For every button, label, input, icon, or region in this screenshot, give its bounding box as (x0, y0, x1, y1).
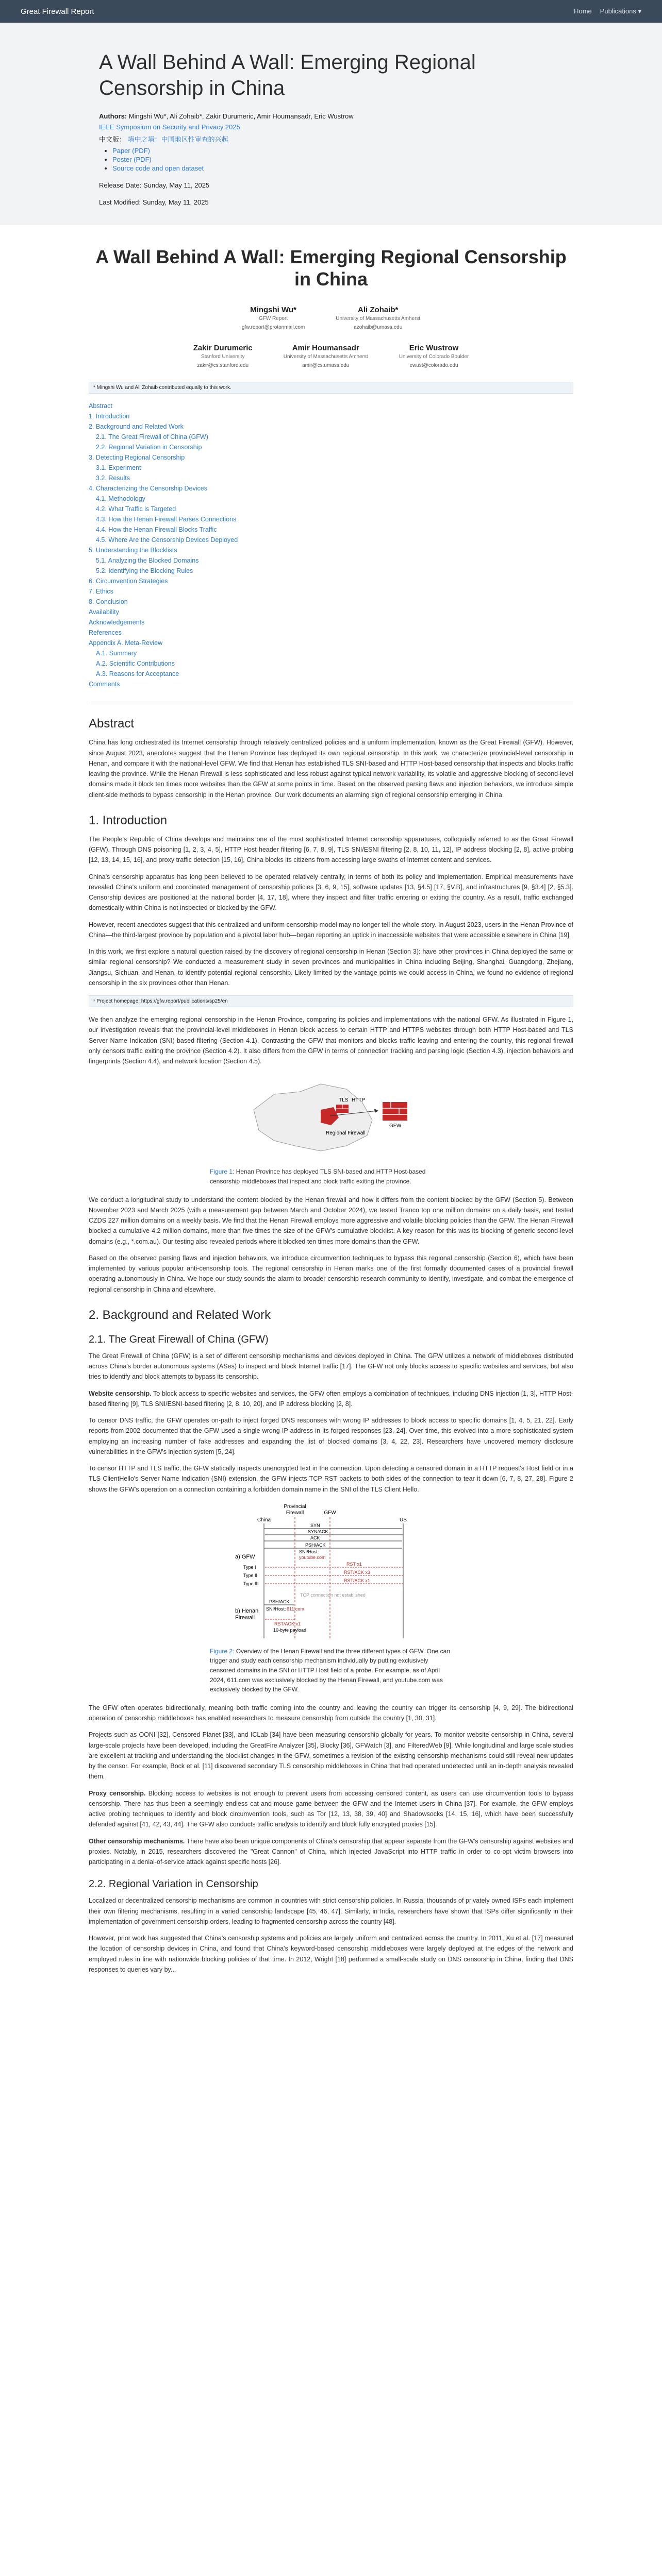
caption-text: Henan Province has deployed TLS SNI-based and HTTP Host-based censorship middleboxes that inspect and block traffic exiting the province. (210, 1168, 426, 1185)
paragraph: However, recent anecdotes suggest that this centralized and uniform censorship model may no longer tell the whole story. In August 2023, users in the Henan Province of China—the third-largest province by population and a pivotal labor hub—began reporting an uptick in inaccessible websites that were accessible elsewhere in China [19]. (89, 921, 573, 939)
toc-entry[interactable]: 3.2. Results (96, 474, 130, 482)
rstack-x1-label: RST/ACK x1 (344, 1578, 371, 1583)
last-modified: Last Modified: Sunday, May 11, 2025 (99, 198, 209, 206)
author-card (193, 344, 253, 368)
author-row-1 (89, 306, 573, 330)
henan-firewall-map (243, 1074, 419, 1161)
author-email: zakir@cs.stanford.edu (197, 363, 249, 369)
us-label: US (400, 1517, 407, 1523)
article-header (0, 23, 662, 225)
figure-2 (89, 1502, 573, 1694)
type-1-label: Type I (243, 1564, 256, 1570)
toc-entry[interactable]: 3. Detecting Regional Censorship (89, 454, 185, 462)
author-name: Ali Zohaib* (358, 306, 399, 315)
rstack-x3-label: RST/ACK x3 (344, 1569, 371, 1575)
paragraph: We conduct a longitudinal study to understand the content blocked by the Henan firewall and how it differs from the content blocked by the GFW (Section 5). Between November 2023 and March 2025 (with a measurement gap between March and October 2024), we tested Tranco top one million domains on a daily basis, and tested CZDS 227 million domains on a weekly basis. We find that the Henan Firewall employs more aggressive and volatile blocking policies than the GFW. The Henan Firewall blocked a cumulative 4.2 million domains, more than five times the size of the GFW's cumulative blocklist. A key reason for this was its blocking of generic second-level domains (e.g., *.com.au). Our testing also revealed periods where it blocked ten times more domains than the GFW. (89, 1196, 573, 1245)
paragraph: Based on the observed parsing flaws and injection behaviors, we introduce circumvention techniques to bypass this regional censorship (Section 6), which have been implemented by various popular anti-censorship tools. The regional censorship in Henan marks one of the first formally documented cases of a provincial firewall operating autonomously in China. We hope our study sounds the alarm to broader censorship research community to identify, investigate, and combat the emergence of regional censorship in China and elsewhere. (89, 1254, 573, 1293)
equal-contribution-note: * Mingshi Wu and Ali Zohaib contributed equally to this work. (89, 382, 573, 394)
b-henan-label: b) Henan (235, 1607, 259, 1614)
gfw-label: GFW (389, 1123, 402, 1129)
toc-entry[interactable]: 1. Introduction (89, 413, 130, 420)
paper-title: A Wall Behind A Wall: Emerging Regional Censorship in China (95, 246, 567, 290)
author-email: gfw.report@protonmail.com (241, 325, 305, 331)
regional-variation-subheading: 2.2. Regional Variation in Censorship (89, 1878, 258, 1890)
nav-links (574, 7, 641, 15)
author-email: amir@cs.umass.edu (302, 363, 350, 369)
b-firewall-label: Firewall (235, 1614, 255, 1621)
toc-entry[interactable]: Abstract (89, 402, 112, 410)
henan-rstack-label: RST/ACK x1 (274, 1621, 301, 1626)
toc-entry[interactable]: 3.1. Experiment (96, 464, 141, 472)
nav-publications-dropdown[interactable]: Publications ▾ (600, 7, 641, 15)
author-email: azohaib@umass.edu (354, 325, 403, 331)
author-affiliation: University of Colorado Boulder (399, 354, 469, 360)
figure-label: Figure 1: (210, 1168, 235, 1176)
venue-link[interactable]: IEEE Symposium on Security and Privacy 2025 (99, 123, 240, 131)
gfw-column-label: GFW (324, 1510, 336, 1516)
paragraph-text: To block access to specific websites and services, the GFW often employs a combination of techniques, including DNS injection [1, 3], HTTP Host-based filtering [9], TLS SNI/ESNI-based filtering [2, 8, 10, 20], and IP address blocking [2, 8]. (89, 1389, 573, 1408)
author-card (399, 344, 469, 368)
figure-2-caption (210, 1647, 452, 1694)
toc-entry[interactable]: 4.3. How the Henan Firewall Parses Connections (96, 516, 237, 523)
paragraph: Projects such as OONI [32], Censored Planet [33], and ICLab [34] have been measuring censorship globally for years. To monitor website censorship in China, several large-scale projects have been developed, including the GreatFire Analyzer [35], Blocky [36], GFWatch [3], and FilteredWeb [9]. While longitudinal and large scale studies are excellent at tracking and understanding the blocklist changes in the GFW, sometimes a revision of the existing censorship mechanisms could still reveal new updates by the censor. For example, Bock et al. [11] discovered secondary TLS censorship middleboxes in China that had operated undetected until an in-depth analysis revealed them. (89, 1731, 573, 1781)
toc-entry[interactable]: Appendix A. Meta-Review (89, 639, 163, 647)
regional-firewall-label: Regional Firewall (326, 1130, 366, 1137)
project-homepage-footnote: ¹ Project homepage: https://gfw.report/publications/sp25/en (89, 995, 573, 1007)
author-card (336, 306, 420, 330)
type-3-label: Type III (243, 1581, 259, 1586)
toc-entry[interactable]: 4.1. Methodology (96, 495, 145, 503)
site-brand-link[interactable]: Great Firewall Report (21, 7, 94, 16)
paper-body (89, 225, 573, 1975)
toc-entry[interactable]: 7. Ethics (89, 588, 113, 596)
paper-pdf-link[interactable]: Paper (PDF) (112, 147, 150, 155)
table-of-contents (89, 401, 573, 689)
toc-entry[interactable]: Comments (89, 681, 120, 688)
author-email: ewust@colorado.edu (409, 363, 458, 369)
toc-entry[interactable]: 5. Understanding the Blocklists (89, 547, 177, 554)
paragraph (89, 1388, 573, 1410)
author-affiliation: GFW Report (258, 316, 288, 322)
authors-text: Mingshi Wu*, Ali Zohaib*, Zakir Durumeric, Amir Houmansadr, Eric Wustrow (128, 112, 354, 120)
censorship-sequence-diagram (233, 1502, 429, 1641)
author-affiliation: University of Massachusetts Amherst (336, 316, 421, 322)
toc-entry[interactable]: 6. Circumvention Strategies (89, 578, 168, 585)
toc-entry[interactable]: A.1. Summary (96, 650, 137, 657)
figure-1 (89, 1074, 573, 1186)
abstract-text: China has long orchestrated its Internet censorship through relatively centralized policies and a uniform implementation, known as the Great Firewall (GFW). However, since August 2023, anecdotes suggest that the Henan Province has deployed its own regional censorship. In this work, we characterize provincial-level censorship in Henan, and compare it with the national-level GFW. We find that Henan has established TLS SNI-based and HTTP Host-based censorship that inspects and blocks traffic leaving the province. While the Henan Firewall is less sophisticated and less robust against typical network variability, its volatile and aggressive blocking of second-level domains made it block ten times more websites than the GFW at some points in time. Based on the observed parsing flaws and injection behaviors, we introduce simple client-side methods to bypass censorship in the Henan province. Our work documents an alarming sign of regional censorship emerging in China. (89, 739, 573, 799)
poster-pdf-link[interactable]: Poster (PDF) (112, 156, 152, 163)
author-row-2 (89, 344, 573, 368)
paragraph: In this work, we first explore a natural question raised by the discovery of regional censorship in Henan (Section 3): have other provinces in China deployed the same or similar regional censorship? We conducted a measurement study in seven provinces and municipalities in China including Beijing, Shanghai, Guangdong, Zhejiang, Jiangsu, Sichuan, and Henan, to identify potential regional censorship. Likely limited by the vantage points we could access in China, we found no evidence of regional censorship in the six provinces other than Henan. (89, 948, 573, 987)
henan-sni-label: SNI/Host: (266, 1606, 286, 1612)
china-map-outline (254, 1084, 372, 1151)
paragraph: However, prior work has suggested that China's censorship systems and policies are largely uniform and centralized across the country. In 2011, Xu et al. [17] measured the location of censorship devices in China, and found that China's keyword-based censorship middleboxes were largely deployed at the edges of the network and employed rules in line with nationwide blocking policies of that time. In 2012, Wright [18] performed a small-scale study on DNS censorship in China, finding that DNS responses to queries vary by... (89, 1935, 573, 1973)
ten-byte-payload-label: 10-byte payload (273, 1627, 307, 1633)
paragraph-text: Blocking access to websites is not enough to prevent users from accessing censored content, as users can use circumvention tools to bypass censorship. There has thus been a seemingly endless cat-and-mouse game between the GFW and the Internet users in China [37]. For example, the GFW employs active probing techniques to identify and block circumvention tools, such as Tor [12, 13, 38, 39, 40] and Shadowsocks [14, 15, 16], which have been successfully defended against [41, 42, 43, 44]. The GFW also conducts traffic analysis to identify and block fully encrypted proxies [15]. (89, 1789, 573, 1828)
paragraph: The People's Republic of China develops and maintains one of the most sophisticated Internet censorship apparatuses, colloquially referred to as the Great Firewall (GFW). Through DNS poisoning [1, 2, 3, 4, 5], HTTP Host header filtering [6, 7, 8, 9], TLS SNI/ESNI filtering [2, 8, 10, 11, 12], IP address blocking [2, 8], active probing [12, 13, 14, 15, 16], and proxy traffic detection [15, 16], China blocks its citizens from accessing large swaths of Internet content and services. (89, 835, 573, 864)
figure-1-caption (210, 1167, 452, 1186)
source-code-link[interactable]: Source code and open dataset (112, 164, 204, 172)
toc-entry[interactable]: 4. Characterizing the Censorship Devices (89, 485, 207, 493)
pshack-label: PSH/ACK (305, 1542, 326, 1548)
firewall-label: Firewall (286, 1510, 304, 1516)
a-gfw-label: a) GFW (235, 1553, 255, 1560)
authors-label: Authors: (99, 112, 127, 120)
author-affiliation: University of Massachusetts Amherst (283, 354, 368, 360)
gfw-subheading: 2.1. The Great Firewall of China (GFW) (89, 1333, 269, 1345)
toc-entry[interactable]: A.3. Reasons for Acceptance (96, 670, 179, 678)
run-in-heading: Website censorship. (89, 1389, 152, 1397)
paragraph: The Great Firewall of China (GFW) is a set of different censorship mechanisms and devices deployed in China. The GFW utilizes a network of middleboxes distributed across China's border autonomous systems (ASes) to inspect and block Internet traffic [17]. The GFW not only blocks access to specific websites and services, but also tries to identify and block attempts to bypass its censorship. (89, 1352, 573, 1381)
gfw-wall-icon (383, 1102, 407, 1121)
nav-home-link[interactable]: Home (574, 7, 592, 15)
chinese-version-link[interactable]: 墙中之墙：中国地区性审查的兴起 (127, 135, 228, 143)
sni-youtube-label: youtube.com (299, 1554, 326, 1560)
toc-entry[interactable]: 4.2. What Traffic is Targeted (96, 505, 176, 513)
syn-label: SYN (310, 1522, 320, 1528)
ack-label: ACK (310, 1535, 320, 1540)
toc-entry[interactable]: References (89, 629, 122, 637)
author-affiliation: Stanford University (201, 354, 245, 360)
run-in-heading: Proxy censorship. (89, 1789, 146, 1797)
toc-entry[interactable]: 2. Background and Related Work (89, 423, 184, 431)
sni-611-label: 611.com (287, 1606, 304, 1612)
toc-entry[interactable]: 5.1. Analyzing the Blocked Domains (96, 557, 199, 565)
resource-links (112, 147, 563, 172)
toc-entry[interactable]: A.2. Scientific Contributions (96, 660, 175, 668)
http-label: HTTP (352, 1097, 366, 1104)
chinese-version-label: 中文版： (99, 135, 126, 143)
top-navbar (0, 0, 662, 23)
authors-line (99, 112, 563, 120)
sni-host-label: SNI/Host: (299, 1549, 319, 1554)
author-name: Eric Wustrow (409, 344, 459, 353)
paragraph-text: There have also been unique components of China's censorship that appear separate from the GFW's censorship against websites and proxies. Notably, in 2015, researchers discovered the "Great Cannon" of China, which injected JavaScript into HTTP traffic in order to co-opt victim browsers into participating in a denial-of-service attack against specific hosts [26]. (89, 1837, 573, 1866)
toc-entry[interactable]: 5.2. Identifying the Blocking Rules (96, 567, 193, 575)
type-2-label: Type II (243, 1572, 258, 1578)
toc-entry[interactable]: 4.4. How the Henan Firewall Blocks Traffic (96, 526, 217, 534)
background-heading: 2. Background and Related Work (89, 1308, 271, 1322)
toc-entry[interactable]: Availability (89, 608, 119, 616)
paragraph: Localized or decentralized censorship mechanisms are common in countries with strict censorship policies. In Russia, thousands of privately owned ISPs each implement their own filtering mechanisms, resulting in a varied censorship landscape [45, 46, 47]. Similarly, in India, researchers have shown that ISPs differ significantly in their implementation of government censorship orders, leading to fragmented censorship across the country [48]. (89, 1897, 573, 1925)
arrowhead (374, 1109, 378, 1113)
paragraph: The GFW often operates bidirectionally, meaning both traffic coming into the country and leaving the country can trigger its censorship [4, 9, 29]. The bidirectional operation of censorship middleboxes has enabled researchers to measure censorship from outside the country [1, 30, 31]. (89, 1704, 573, 1722)
author-name: Zakir Durumeric (193, 344, 253, 353)
author-card (284, 344, 368, 368)
figure-label: Figure 2: (210, 1647, 235, 1655)
china-label: China (257, 1517, 271, 1523)
toc-entry[interactable]: 2.1. The Great Firewall of China (GFW) (96, 433, 208, 441)
rst-x1-label: RST x1 (346, 1561, 362, 1567)
synack-label: SYN/ACK (308, 1529, 328, 1534)
release-date: Release Date: Sunday, May 11, 2025 (99, 181, 210, 189)
article-title: A Wall Behind A Wall: Emerging Regional Censorship in China (99, 51, 476, 99)
paragraph: China's censorship apparatus has long been believed to be operated relatively centrally, in terms of both its policy and implementation. Empirical measurements have revealed China's uniform and coordinated management of censorship policies [3, 6, 9, 15], software updates [13, §4.5] [17, §V.B], and infrastructures [9, §3.4] [2, §5.3]. Censorship devices are positioned at the national border [4, 17, 18], where they inspect and filter traffic entering or exiting the country. As a result, traffic exchanged domestically within China is not inspected or blocked by the GFW. (89, 873, 573, 912)
provincial-label: Provincial (284, 1503, 306, 1510)
toc-entry[interactable]: 8. Conclusion (89, 598, 128, 606)
paragraph (89, 1836, 573, 1868)
author-name: Amir Houmansadr (292, 344, 359, 353)
run-in-heading: Other censorship mechanisms. (89, 1837, 185, 1845)
paragraph (89, 1788, 573, 1830)
tcp-not-established-label: TCP connection not established (300, 1592, 366, 1598)
regional-firewall-icon (336, 1105, 349, 1113)
tls-label: TLS (339, 1097, 349, 1104)
caption-text: Overview of the Henan Firewall and the three different types of GFW. One can trigger and study each censorship mechanism individually by putting exclusively censored domains in the SNI or HTTP Host field of a probe. For example, as of April 2024, 611.com was exclusively blocked by the Henan Firewall, and youtube.com was exclusively blocked by the GFW. (210, 1647, 451, 1693)
paragraph: To censor HTTP and TLS traffic, the GFW statically inspects unencrypted text in the connection. Upon detecting a censored domain in a HTTP request's Host field or in a TLS ClientHello's Server Name Indication (SNI) extension, the GFW injects TCP RST packets to both sides of the connection to tear it down [6, 7, 8, 27, 28]. Figure 2 shows the GFW's operation on a connection containing a forbidden domain name in the SNI of the TLS Client Hello. (89, 1465, 573, 1493)
paragraph: We then analyze the emerging regional censorship in the Henan Province, comparing its policies and implementations with the national GFW. As illustrated in Figure 1, our investigation reveals that the provincial-level middleboxes in Henan block access to certain HTTP and HTTPS websites through both HTTP Host-based and TLS Server Name Indication (SNI)-based filtering (Section 4.1). Contrasting the GFW that monitors and blocks traffic leaving and entering the country, this regional firewall only censors traffic exiting the province (Section 4.2). It also differs from the GFW in terms of connection tracking and parsing logic (Section 4.3), injection behaviors and fingerprints (Section 4.4), and network location (Section 4.5). (89, 1016, 573, 1065)
author-card (242, 306, 305, 330)
paragraph: To censor DNS traffic, the GFW operates on-path to inject forged DNS responses with wrong IP addresses to block access to specific domains [1, 4, 5, 21, 22]. Early reports from 2002 documented that the GFW used a single wrong IP address in its forged responses [23, 24]. Over time, this evolved into a more sophisticated system employing an increasing number of fake addresses and expanding the list of blocked domains [3, 4, 22, 23]. Researchers have uncovered memory disclosure vulnerabilities in the GFW's injection system [5, 24]. (89, 1417, 573, 1455)
introduction-heading: 1. Introduction (89, 813, 168, 827)
toc-entry[interactable]: Acknowledgements (89, 619, 145, 626)
henan-pshack-label: PSH/ACK (269, 1599, 290, 1604)
toc-entry[interactable]: 2.2. Regional Variation in Censorship (96, 444, 202, 451)
toc-entry[interactable]: 4.5. Where Are the Censorship Devices Deployed (96, 536, 238, 544)
abstract-heading: Abstract (89, 717, 135, 731)
author-name: Mingshi Wu* (250, 306, 296, 315)
